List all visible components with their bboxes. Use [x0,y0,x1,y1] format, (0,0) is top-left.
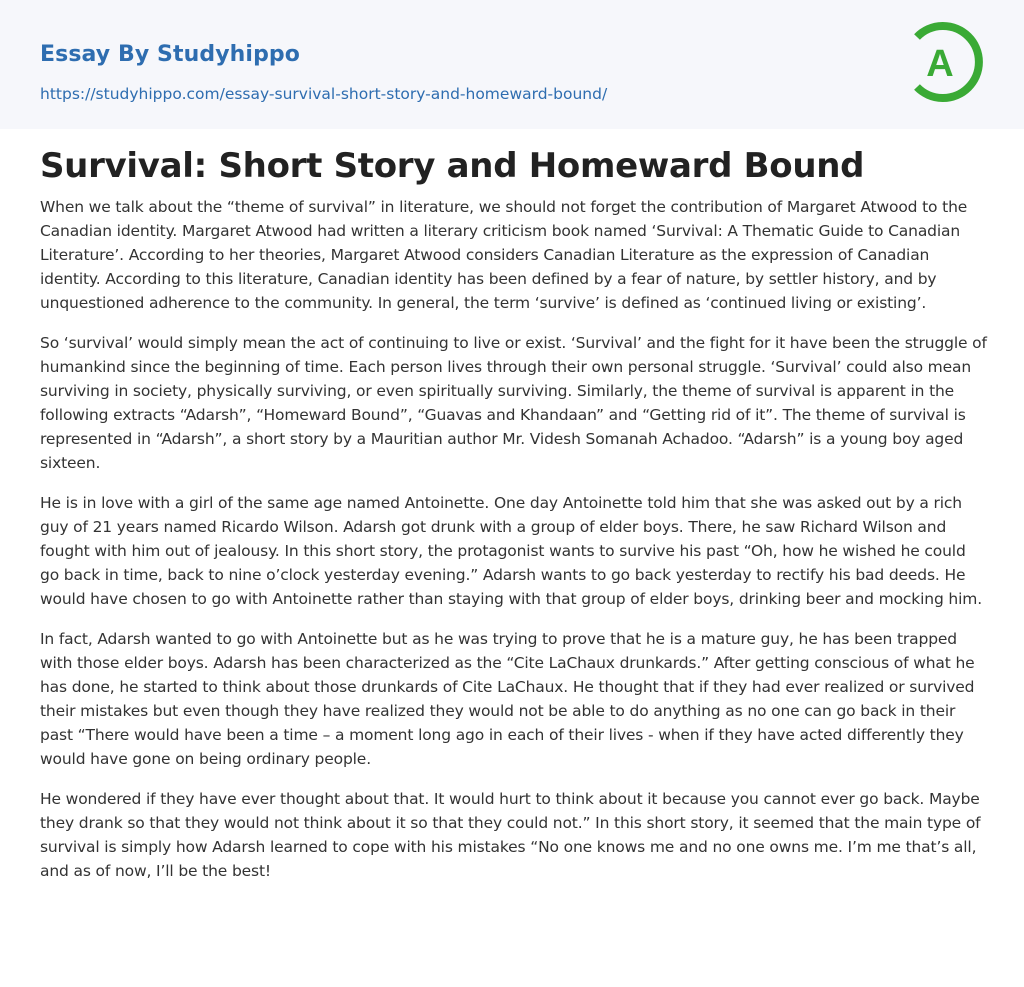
paragraph: He wondered if they have ever thought about that. It would hurt to think about it because you cannot ever go back. Maybe they drank so that they would not think about it so that they could not.” In this short story, it seemed that the main type of survival is simply how Adarsh learned to cope with his mistakes “No one knows me and no one owns me. I’m me that’s all, and as of now, I’ll be the best! [40,790,981,880]
paragraph: When we talk about the “theme of survival” in literature, we should not forget the contribution of Margaret Atwood to the Canadian identity. Margaret Atwood had written a literary criticism book named ‘Survival: A Thematic Guide to Canadian Literature’. According to her theories, Margaret Atwood considers Canadian Literature as the expression of Canadian identity. According to this literature, Canadian identity has been defined by a fear of nature, by settler history, and by unquestioned adherence to the community. In general, the term ‘survive’ is defined as ‘continued living or existing’. [40,198,968,312]
logo-letter: A [926,43,954,85]
site-brand: Essay By Studyhippo [40,42,300,67]
page-title: Survival: Short Story and Homeward Bound [40,146,865,186]
site-header [0,0,1024,129]
essay-body [40,195,988,899]
paragraph: He is in love with a girl of the same age named Antoinette. One day Antoinette told him that she was asked out by a rich guy of 21 years named Ricardo Wilson. Adarsh got drunk with a group of elder boys. There, he saw Richard Wilson and fought with him out of jealousy. In this short story, the protagonist wants to survive his past “Oh, how he wished he could go back in time, back to nine o’clock yesterday evening.” Adarsh wants to go back yesterday to rectify his bad deeds. He would have chosen to go with Antoinette rather than staying with that group of elder boys, drinking beer and mocking him. [40,494,982,608]
paragraph: So ‘survival’ would simply mean the act of continuing to live or exist. ‘Survival’ and the fight for it have been the struggle of humankind since the beginning of time. Each person lives through their own personal struggle. ‘Survival’ could also mean surviving in society, physically surviving, or even spiritually surviving. Similarly, the theme of survival is apparent in the following extracts “Adarsh”, “Homeward Bound”, “Guavas and Khandaan” and “Getting rid of it”. The theme of survival is represented in “Adarsh”, a short story by a Mauritian author Mr. Videsh Somanah Achadoo. “Adarsh” is a young boy aged sixteen. [40,334,987,472]
studyhippo-logo-icon [911,19,987,105]
paragraph: In fact, Adarsh wanted to go with Antoinette but as he was trying to prove that he is a mature guy, he has been trapped with those elder boys. Adarsh has been characterized as the “Cite LaChaux drunkards.” After getting conscious of what he has done, he started to think about those drunkards of Cite LaChaux. He thought that if they had ever realized or survived their mistakes but even though they have realized they would not be able to do anything as no one can go back in their past “There would have been a time – a moment long ago in each of their lives - when if they have acted differently they would have gone on being ordinary people. [40,630,975,768]
essay-url-link[interactable]: https://studyhippo.com/essay-survival-short-story-and-homeward-bound/ [40,85,608,103]
